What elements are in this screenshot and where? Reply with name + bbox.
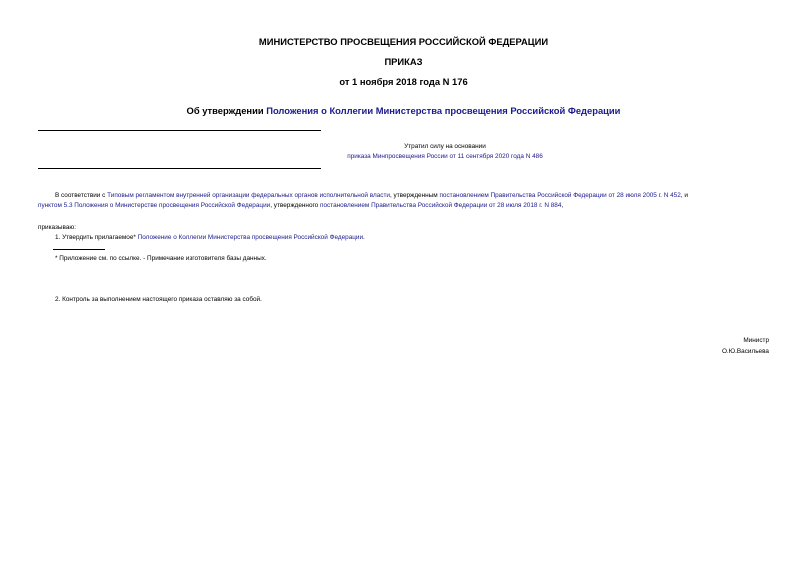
document-date-number: от 1 ноября 2018 года N 176 [339, 76, 468, 87]
document-type: ПРИКАЗ [384, 56, 423, 67]
collegium-regulation-link[interactable]: Положение о Коллегии Министерства просвещения Российской Федерации [137, 234, 364, 241]
signature-name: О.Ю.Васильева [721, 348, 769, 355]
resolution-884-link[interactable]: постановлением Правительства Российской Федерации от 28 июля 2018 г. N 884 [320, 202, 562, 209]
item-text: 1. Утвердить прилагаемое* [55, 234, 138, 241]
void-notice-label: Утратил силу на основании [404, 143, 486, 150]
title-regulation-link[interactable]: Положения о Коллегии Министерства просвещения Российской Федерации [266, 105, 621, 116]
ministry-heading: МИНИСТЕРСТВО ПРОСВЕЩЕНИЯ РОССИЙСКОЙ ФЕДЕРАЦИИ [258, 36, 549, 47]
footnote: * Приложение см. по ссылке. - Примечание изготовителя базы данных. [55, 255, 267, 262]
para-text: , [561, 202, 564, 209]
paragraph-basis-line2 [38, 202, 563, 209]
footnote-divider [53, 249, 105, 250]
paragraph-basis-line1 [55, 192, 688, 199]
order-item-2: 2. Контроль за выполнением настоящего приказа оставляю за собой. [55, 296, 262, 303]
title-prefix: Об утверждении [186, 105, 267, 116]
order-statement: приказываю: [38, 224, 76, 231]
document-title [0, 105, 807, 116]
para-text: , утвержденным [389, 192, 440, 199]
order-item-1 [55, 234, 365, 241]
para-text: , утвержденного [270, 202, 321, 209]
divider-bottom [38, 168, 321, 169]
para-text: В соответствии с [55, 192, 108, 199]
regulation-link[interactable]: Типовым регламентом внутренней организации федеральных органов исполнительной власти [107, 192, 390, 199]
resolution-452-link[interactable]: постановлением Правительства Российской Федерации от 28 июля 2005 г. N 452 [439, 192, 681, 199]
signature-role: Министр [743, 337, 769, 344]
divider-top [38, 130, 321, 131]
item-text: . [363, 234, 365, 241]
para-text: , и [680, 192, 688, 199]
clause-5-3-link[interactable]: пунктом 5.3 Положения о Министерстве просвещения Российской Федерации [38, 202, 271, 209]
void-notice-link[interactable]: приказа Минпросвещения России от 11 сентября 2020 года N 486 [347, 153, 543, 160]
